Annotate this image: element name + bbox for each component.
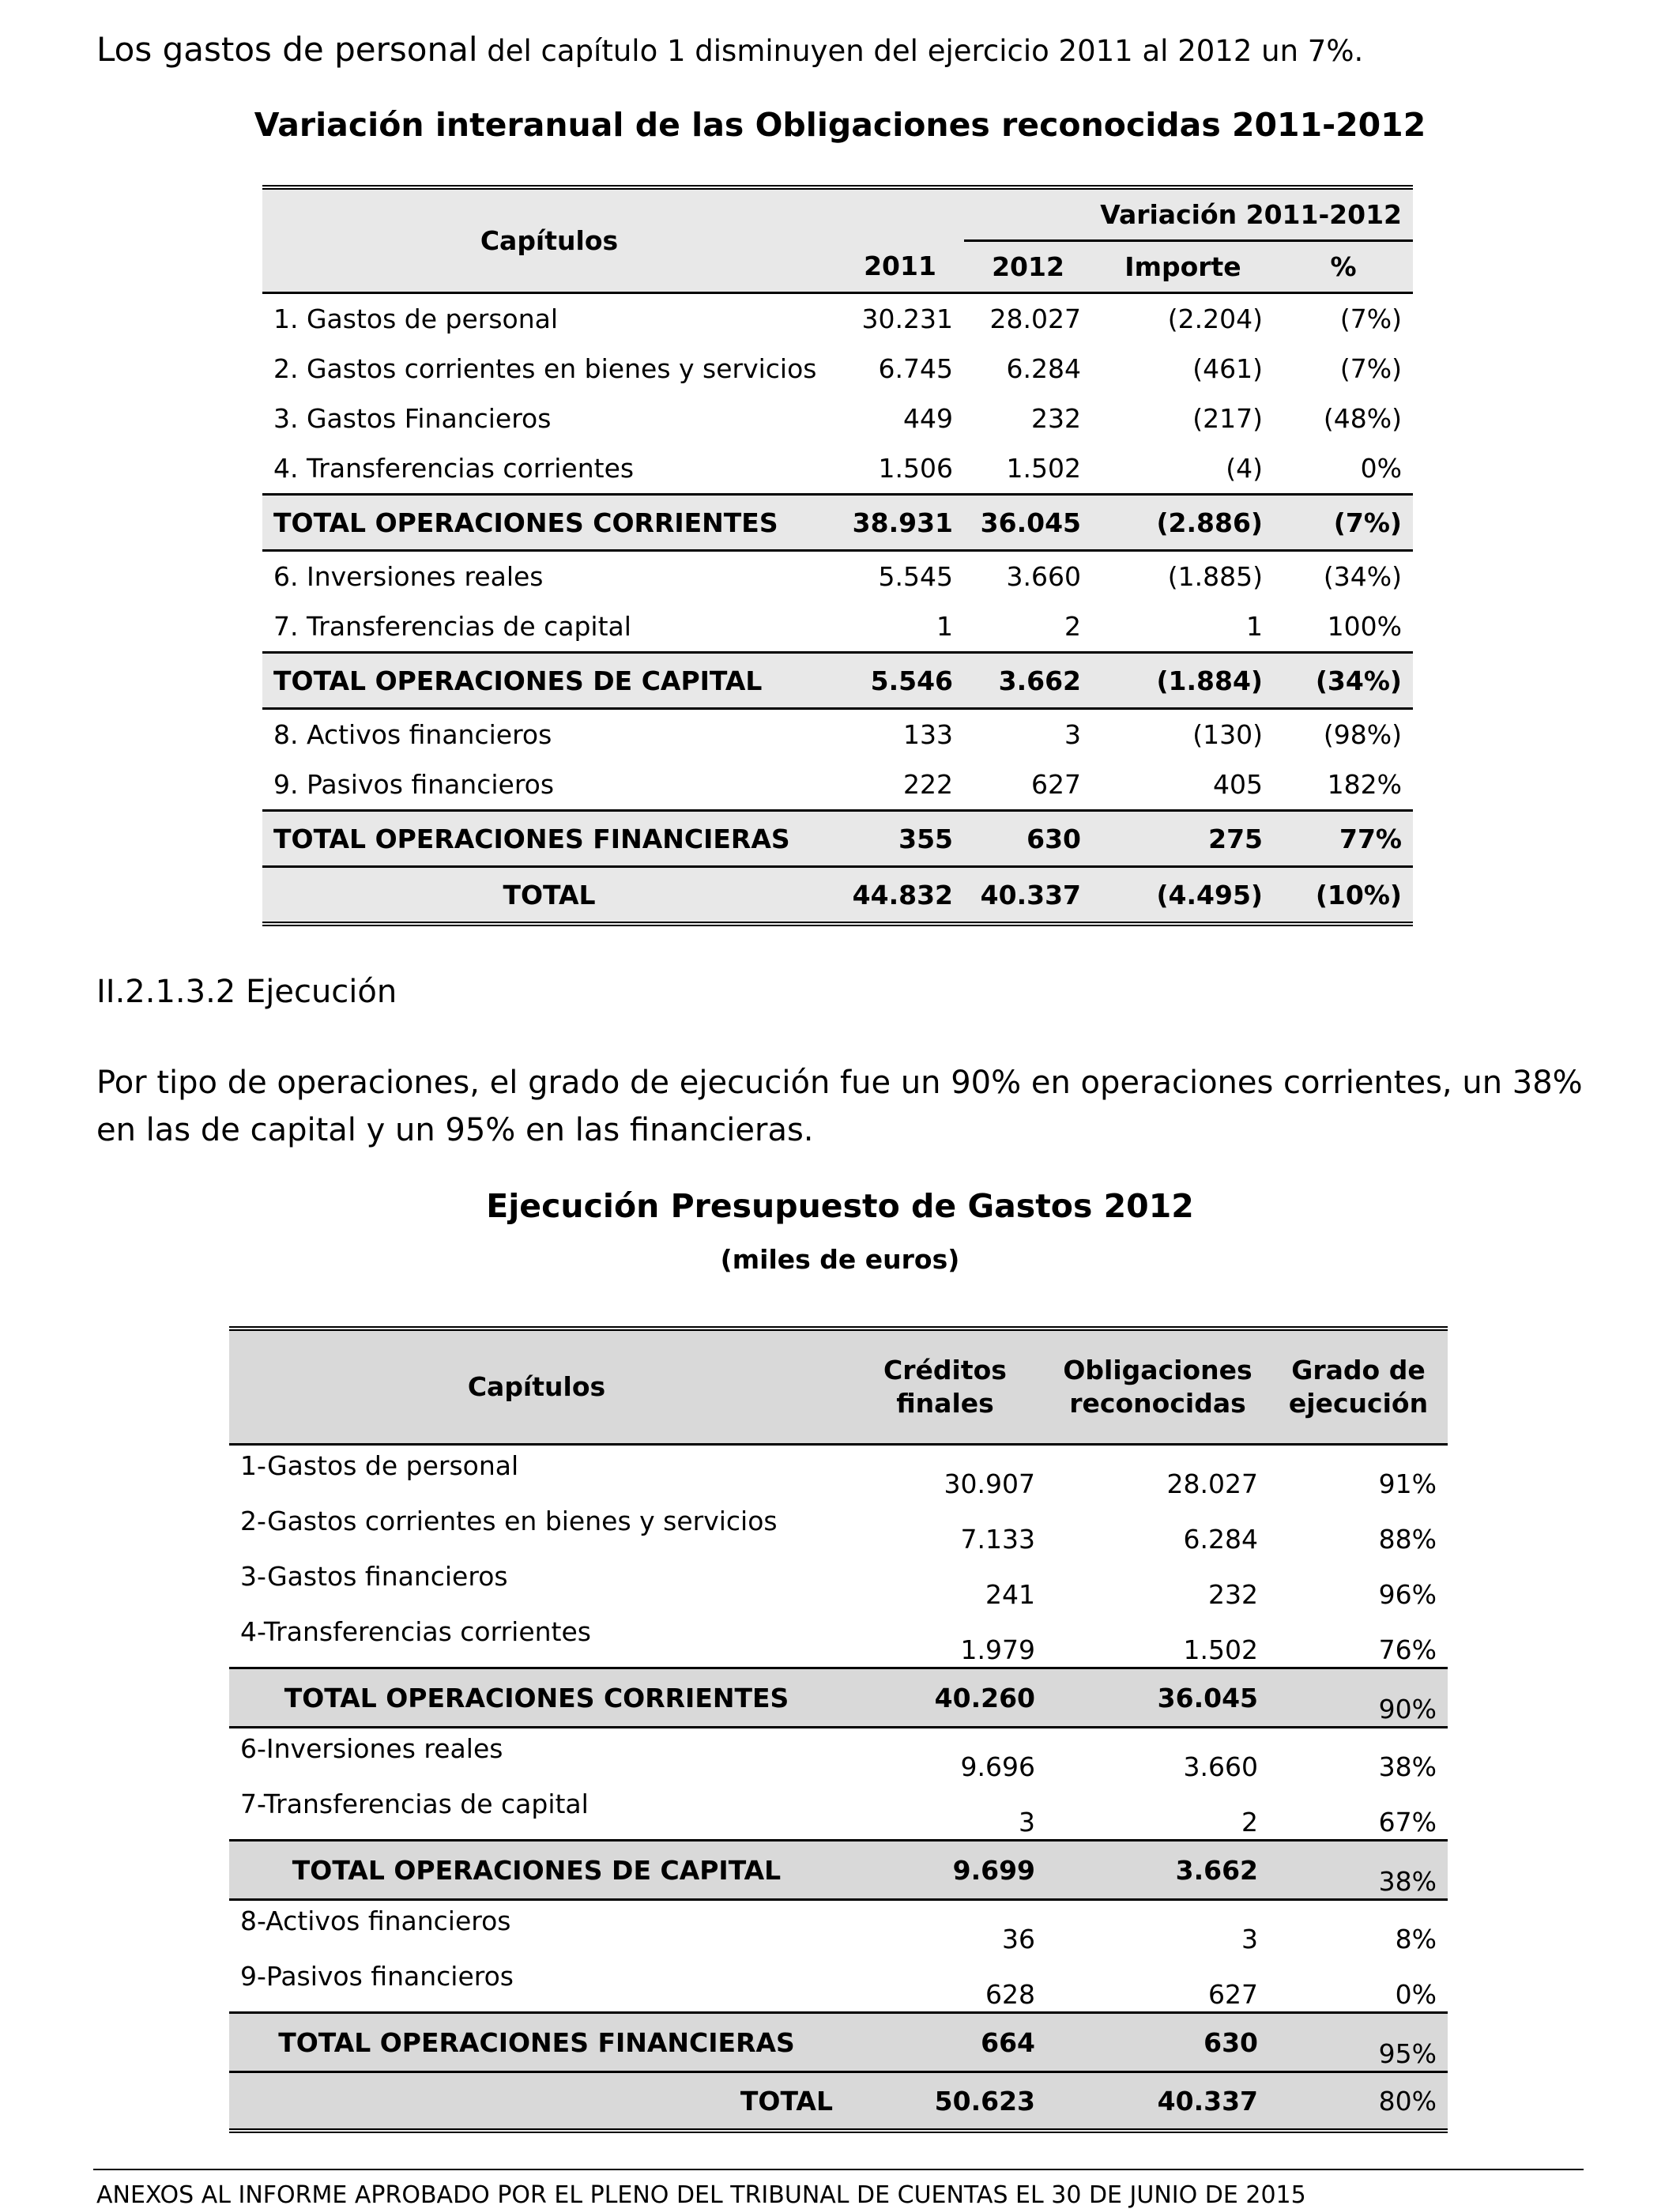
value-importe: (217) xyxy=(1192,403,1263,434)
table-row xyxy=(229,1900,1448,1957)
row-label: 2. Gastos corrientes en bienes y servicios xyxy=(273,353,817,384)
table-row xyxy=(262,551,1413,602)
value-grado: 88% xyxy=(1378,1524,1437,1555)
value-pct: (48%) xyxy=(1323,403,1402,434)
value-grado: 76% xyxy=(1378,1634,1437,1665)
value-creditos: 50.623 xyxy=(844,2072,1046,2132)
value-pct: 100% xyxy=(1327,611,1402,642)
value-2012: 630 xyxy=(964,811,1092,867)
value-obligaciones: 28.027 xyxy=(1166,1468,1258,1499)
value-obligaciones: 2 xyxy=(1241,1807,1258,1838)
value-importe: (2.204) xyxy=(1167,303,1263,334)
value-2011: 30.231 xyxy=(861,303,953,334)
value-obligaciones: 40.337 xyxy=(1046,2072,1269,2132)
header-variacion: Variación 2011-2012 xyxy=(964,187,1413,241)
value-creditos: 9.696 xyxy=(960,1751,1035,1782)
value-obligaciones: 627 xyxy=(1208,1979,1258,2010)
table-row xyxy=(262,293,1413,345)
row-label: 3-Gastos financieros xyxy=(240,1561,508,1592)
value-creditos: 9.699 xyxy=(844,1841,1046,1900)
table-row xyxy=(229,1784,1448,1841)
ejecucion-presupuesto-table xyxy=(229,1326,1448,2133)
value-creditos: 30.907 xyxy=(944,1468,1035,1499)
table-row xyxy=(262,601,1413,653)
value-2011: 222 xyxy=(903,769,953,800)
row-label: TOTAL xyxy=(262,867,836,925)
row-label: 8. Activos financieros xyxy=(273,719,552,750)
value-importe: (4) xyxy=(1226,453,1263,484)
body-paragraph: Por tipo de operaciones, el grado de ejecución fue un 90% en operaciones corrientes, un 38% en las de capital y un 95% en las financieras. xyxy=(96,1065,1583,1148)
value-2012: 627 xyxy=(1031,769,1081,800)
value-pct: (34%) xyxy=(1274,653,1413,709)
header-capitulos: Capítulos xyxy=(262,187,836,293)
value-2012: 28.027 xyxy=(989,303,1081,334)
value-obligaciones: 3 xyxy=(1241,1924,1258,1955)
total-row xyxy=(262,495,1413,551)
header-importe: Importe xyxy=(1092,241,1274,293)
table-row xyxy=(229,1445,1448,1502)
value-creditos: 241 xyxy=(985,1579,1035,1610)
row-label: 3. Gastos Financieros xyxy=(273,403,552,434)
value-pct: (7%) xyxy=(1339,353,1402,384)
value-grado: 96% xyxy=(1378,1579,1437,1610)
page-footer: ANEXOS AL INFORME APROBADO POR EL PLENO DEL TRIBUNAL DE CUENTAS EL 30 DE JUNIO DE 2015 xyxy=(96,2181,1306,2209)
header-2011: 2011 xyxy=(836,241,964,293)
value-2011: 355 xyxy=(836,811,964,867)
header-creditos: Créditos finales xyxy=(844,1329,1046,1445)
header-pct: % xyxy=(1274,241,1413,293)
value-2012: 40.337 xyxy=(964,867,1092,925)
value-obligaciones: 3.662 xyxy=(1046,1841,1269,1900)
value-importe: (1.884) xyxy=(1092,653,1274,709)
value-creditos: 1.979 xyxy=(960,1634,1035,1665)
value-obligaciones: 36.045 xyxy=(1046,1668,1269,1728)
value-importe: (4.495) xyxy=(1092,867,1274,925)
value-2012: 6.284 xyxy=(1006,353,1081,384)
row-label: 1. Gastos de personal xyxy=(273,303,559,334)
grand-total-row xyxy=(229,2072,1448,2132)
row-label: 9. Pasivos financieros xyxy=(273,769,555,800)
value-grado: 67% xyxy=(1378,1807,1437,1838)
value-obligaciones: 3.660 xyxy=(1183,1751,1258,1782)
intro-sentence xyxy=(96,30,1363,69)
value-pct: 0% xyxy=(1360,453,1402,484)
value-obligaciones: 630 xyxy=(1046,2013,1269,2072)
value-obligaciones: 232 xyxy=(1208,1579,1258,1610)
total-row xyxy=(229,1668,1448,1728)
value-grado: 38% xyxy=(1269,1841,1448,1900)
value-creditos: 40.260 xyxy=(844,1668,1046,1728)
table-row xyxy=(262,760,1413,811)
row-label: 8-Activos financieros xyxy=(240,1906,511,1936)
table-row xyxy=(229,1501,1448,1556)
row-label: 7. Transferencias de capital xyxy=(273,611,631,642)
value-importe: 405 xyxy=(1213,769,1263,800)
value-grado: 91% xyxy=(1378,1468,1437,1499)
table-row xyxy=(262,443,1413,495)
table-row xyxy=(262,344,1413,394)
value-grado: 90% xyxy=(1269,1668,1448,1728)
value-2011: 449 xyxy=(903,403,953,434)
header-capitulos: Capítulos xyxy=(229,1329,844,1445)
table-row xyxy=(229,1956,1448,2013)
row-label: 7-Transferencias de capital xyxy=(240,1789,589,1819)
obligaciones-variation-table xyxy=(262,185,1413,926)
value-2012: 3.662 xyxy=(964,653,1092,709)
row-label: TOTAL OPERACIONES DE CAPITAL xyxy=(229,1841,844,1900)
header-grado: Grado de ejecución xyxy=(1269,1329,1448,1445)
value-obligaciones: 1.502 xyxy=(1183,1634,1258,1665)
row-label: TOTAL OPERACIONES FINANCIERAS xyxy=(229,2013,844,2072)
total-row xyxy=(262,653,1413,709)
row-label: 9-Pasivos financieros xyxy=(240,1961,514,1992)
table2-subtitle: (miles de euros) xyxy=(720,1244,960,1275)
value-creditos: 7.133 xyxy=(960,1524,1035,1555)
table-row xyxy=(229,1728,1448,1785)
row-label: TOTAL OPERACIONES CORRIENTES xyxy=(229,1668,844,1728)
value-grado: 0% xyxy=(1395,1979,1437,2010)
table-row xyxy=(229,1612,1448,1668)
value-importe: (130) xyxy=(1192,719,1263,750)
header-2012: 2012 xyxy=(964,241,1092,293)
value-2011: 38.931 xyxy=(836,495,964,551)
value-grado: 38% xyxy=(1378,1751,1437,1782)
value-2011: 6.745 xyxy=(878,353,953,384)
value-importe: (1.885) xyxy=(1167,561,1263,592)
value-2012: 2 xyxy=(1064,611,1081,642)
value-grado: 80% xyxy=(1269,2072,1448,2132)
row-label: TOTAL OPERACIONES DE CAPITAL xyxy=(262,653,836,709)
value-pct: (98%) xyxy=(1323,719,1402,750)
value-pct: 77% xyxy=(1274,811,1413,867)
row-label: 6. Inversiones reales xyxy=(273,561,544,592)
row-label: 4. Transferencias corrientes xyxy=(273,453,635,484)
intro-rest: del capítulo 1 disminuyen del ejercicio 2011 al 2012 un 7%. xyxy=(487,34,1364,68)
value-creditos: 3 xyxy=(1019,1807,1035,1838)
value-2011: 1 xyxy=(936,611,953,642)
value-2012: 1.502 xyxy=(1006,453,1081,484)
row-label: 4-Transferencias corrientes xyxy=(240,1616,591,1647)
row-label: 6-Inversiones reales xyxy=(240,1733,503,1764)
row-label: TOTAL OPERACIONES FINANCIERAS xyxy=(262,811,836,867)
header-obligaciones: Obligaciones reconocidas xyxy=(1046,1329,1269,1445)
value-2011: 133 xyxy=(903,719,953,750)
value-importe: (2.886) xyxy=(1092,495,1274,551)
table2-title: Ejecución Presupuesto de Gastos 2012 xyxy=(486,1187,1194,1225)
value-2012: 36.045 xyxy=(964,495,1092,551)
table1-title: Variación interanual de las Obligaciones reconocidas 2011-2012 xyxy=(254,106,1426,144)
table-row xyxy=(262,394,1413,443)
value-creditos: 36 xyxy=(1002,1924,1035,1955)
value-pct: (7%) xyxy=(1339,303,1402,334)
value-2012: 3 xyxy=(1064,719,1081,750)
row-label: 1-Gastos de personal xyxy=(240,1450,519,1481)
total-row xyxy=(229,2013,1448,2072)
value-pct: (10%) xyxy=(1274,867,1413,925)
value-2011: 5.546 xyxy=(836,653,964,709)
value-pct: (34%) xyxy=(1323,561,1402,592)
value-creditos: 628 xyxy=(985,1979,1035,2010)
value-grado: 95% xyxy=(1269,2013,1448,2072)
section-heading: II.2.1.3.2 Ejecución xyxy=(96,974,397,1010)
row-label: TOTAL OPERACIONES CORRIENTES xyxy=(262,495,836,551)
value-importe: (461) xyxy=(1192,353,1263,384)
value-2012: 3.660 xyxy=(1006,561,1081,592)
row-label: TOTAL xyxy=(229,2072,844,2132)
table-row xyxy=(229,1556,1448,1612)
value-obligaciones: 6.284 xyxy=(1183,1524,1258,1555)
value-2011: 44.832 xyxy=(836,867,964,925)
table-row xyxy=(262,709,1413,760)
total-row xyxy=(262,811,1413,867)
grand-total-row xyxy=(262,867,1413,925)
value-2011: 1.506 xyxy=(878,453,953,484)
row-label: 2-Gastos corrientes en bienes y servicios xyxy=(240,1506,778,1536)
value-creditos: 664 xyxy=(844,2013,1046,2072)
value-pct: (7%) xyxy=(1274,495,1413,551)
value-2012: 232 xyxy=(1031,403,1081,434)
footer-divider xyxy=(93,2169,1584,2170)
value-grado: 8% xyxy=(1395,1924,1437,1955)
intro-lead: Los gastos de personal xyxy=(96,30,478,69)
value-2011: 5.545 xyxy=(878,561,953,592)
value-importe: 1 xyxy=(1246,611,1263,642)
value-importe: 275 xyxy=(1092,811,1274,867)
total-row xyxy=(229,1841,1448,1900)
value-pct: 182% xyxy=(1327,769,1402,800)
